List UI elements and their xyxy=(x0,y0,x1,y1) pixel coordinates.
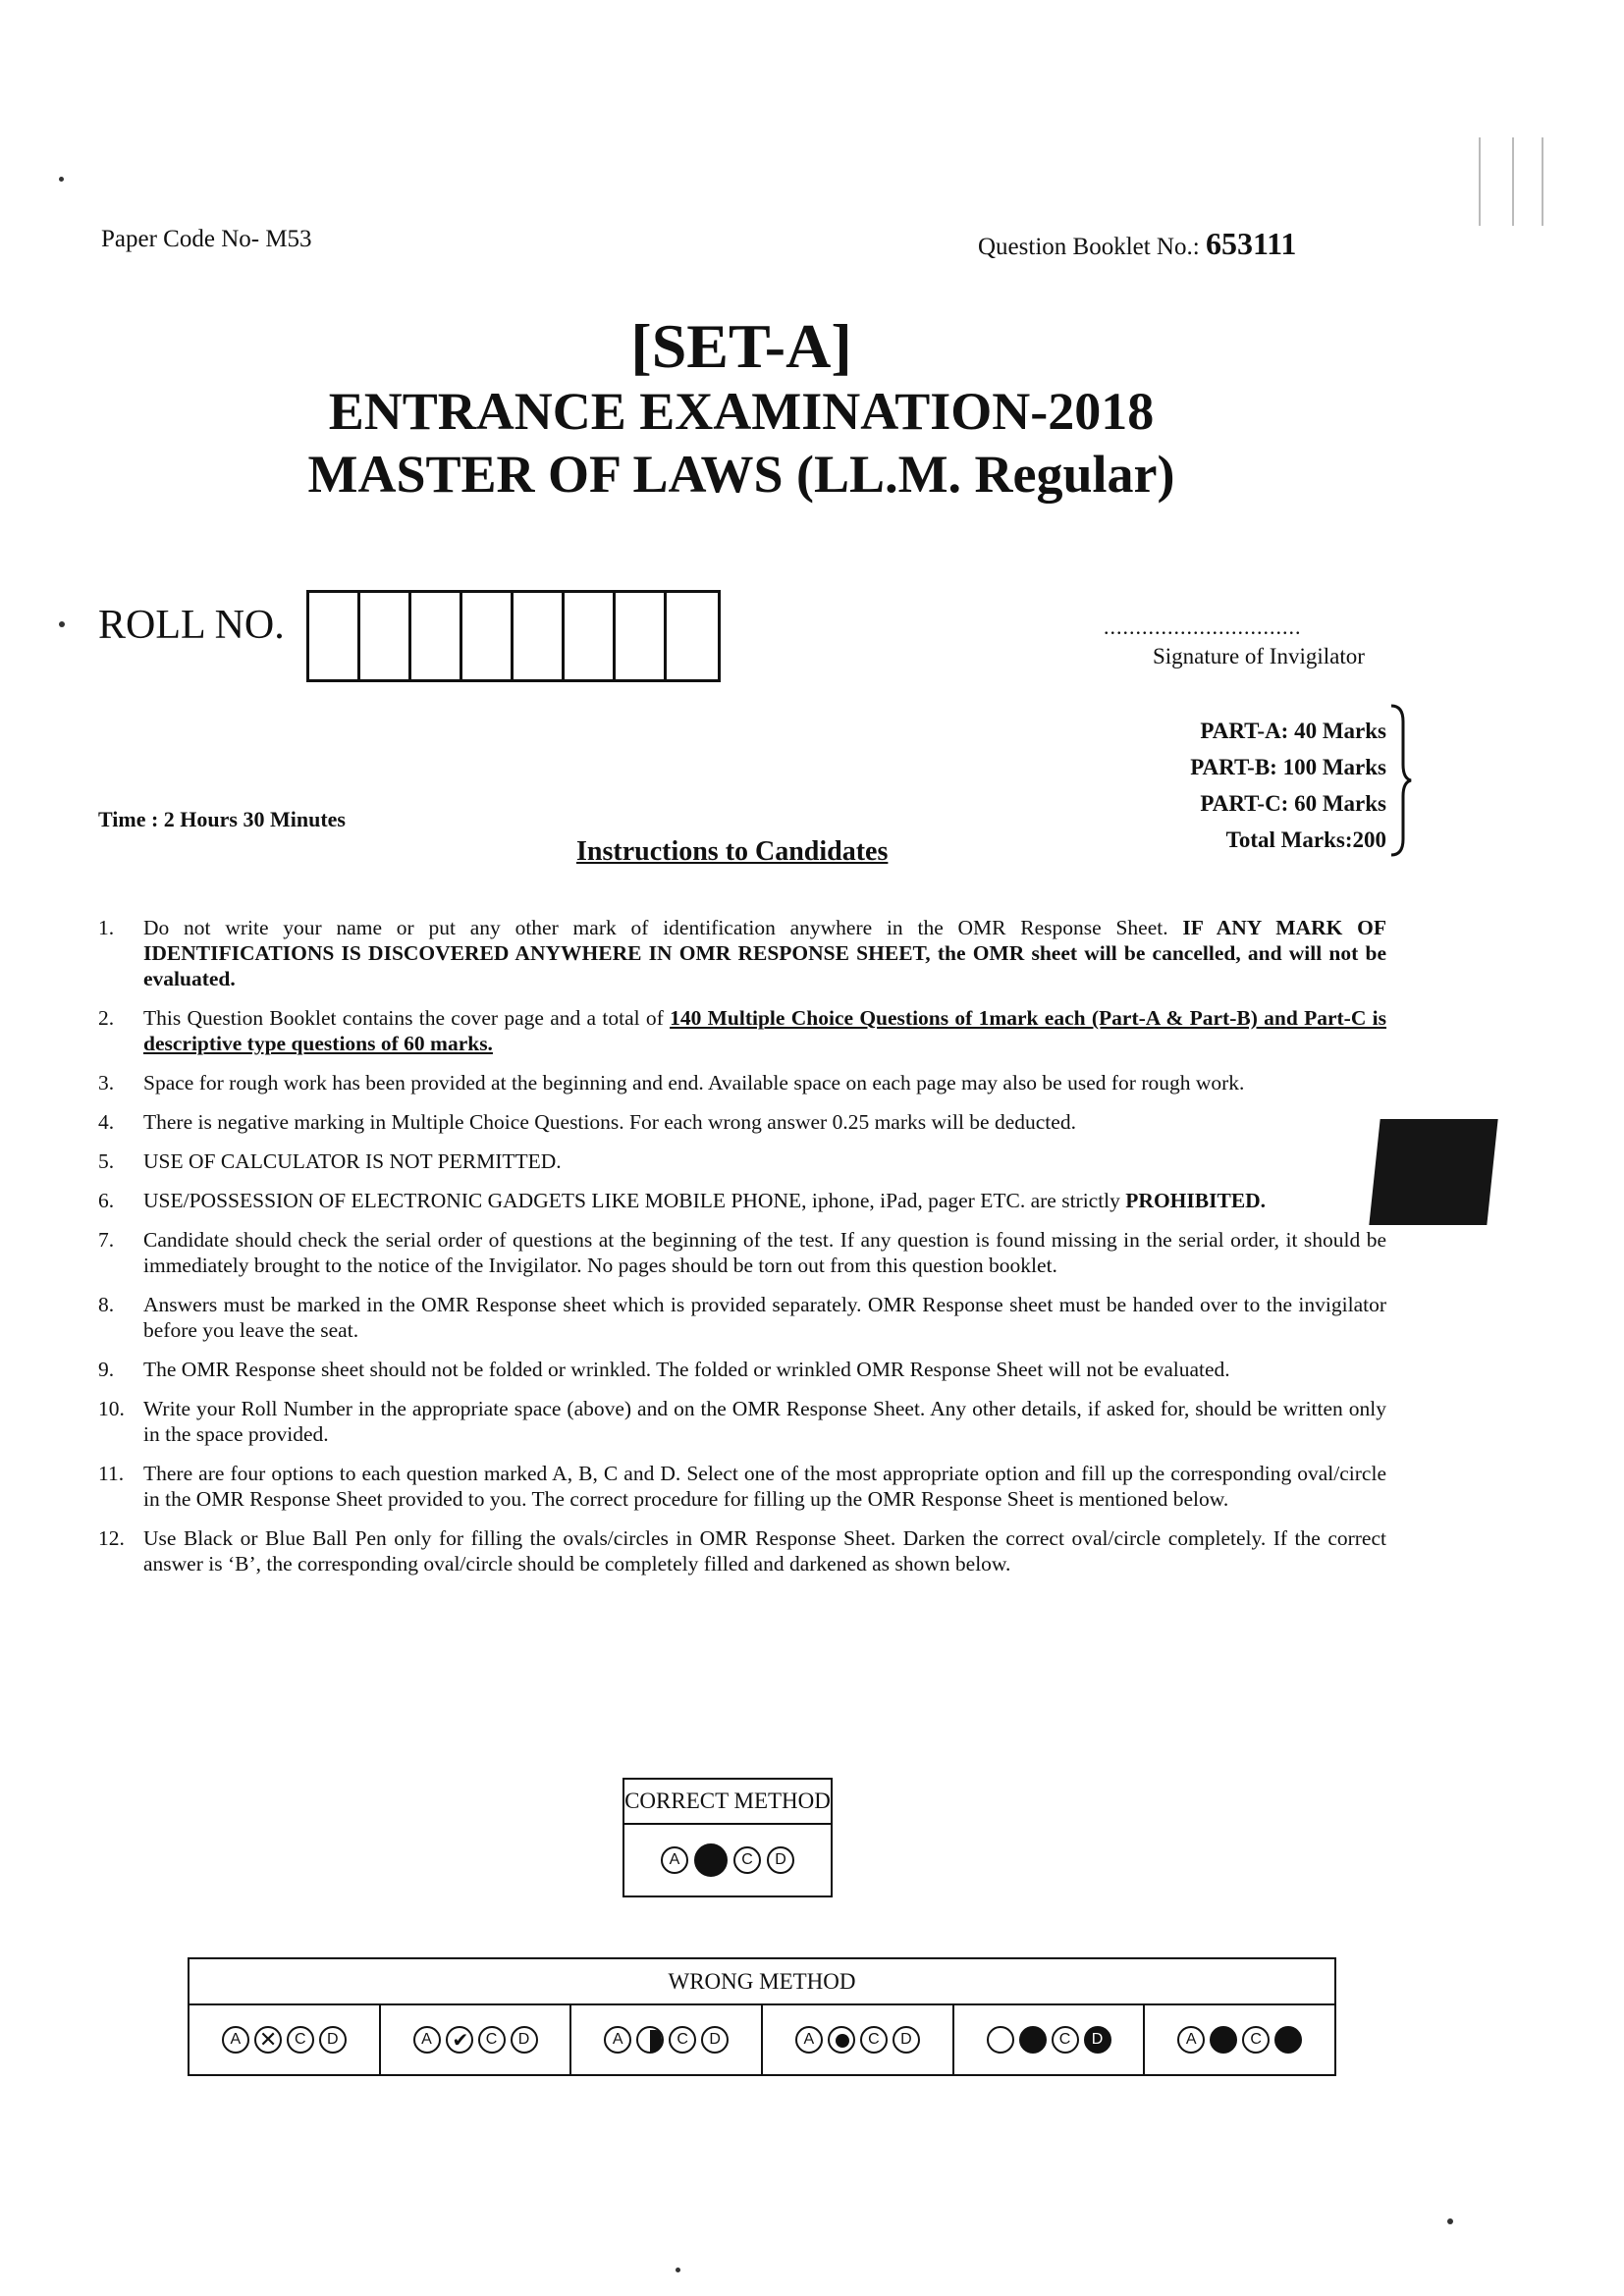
marks-part-c: PART-C: 60 Marks xyxy=(1200,791,1386,816)
bubble-b-ticked xyxy=(446,2026,473,2054)
exam-duration: Time : 2 Hours 30 Minutes xyxy=(98,807,346,831)
item-number: 7. xyxy=(98,1228,115,1252)
roll-digit-box xyxy=(462,593,514,679)
wrong-example-double xyxy=(1145,2005,1334,2074)
bubble-d: D xyxy=(319,2026,347,2054)
bubble-b-half-filled xyxy=(636,2026,664,2054)
correct-method-box xyxy=(623,1778,833,1897)
bubble-b-dotted xyxy=(828,2026,855,2054)
item-text: There are four options to each question marked A, B, C and D. Select one of the most appropriate option and fill up the corresponding oval/circle in the OMR Response Sheet provided to you. The correct procedure for filling up the OMR Response Sheet is mentioned below. xyxy=(143,1462,1386,1511)
bubble-c: C xyxy=(478,2026,506,2054)
item-text: Space for rough work has been provided at the beginning and end. Available space on each page may also be used for rough work. xyxy=(143,1071,1245,1095)
marks-breakdown xyxy=(1139,713,1386,858)
correct-method-title: CORRECT METHOD xyxy=(624,1780,831,1825)
wrong-example-multiple xyxy=(954,2005,1146,2074)
signature-label: Signature of Invigilator xyxy=(1153,644,1365,668)
item-number: 8. xyxy=(98,1293,115,1316)
item-text: Do not write your name or put any other mark of identification anywhere in the OMR Response Sheet. xyxy=(143,916,1168,939)
list-item xyxy=(98,1070,1386,1095)
item-text-bold: 140 Multiple Choice Questions of 1mark each (Part-A & Part-B) and Part-C is descriptive type questions of 60 marks. xyxy=(143,1006,1387,1055)
roll-digit-box xyxy=(667,593,718,679)
item-number: 3. xyxy=(98,1071,115,1095)
wrong-example-half xyxy=(571,2005,763,2074)
item-text-bold: PROHIBITED. xyxy=(1125,1189,1267,1212)
wrong-method-title: WRONG METHOD xyxy=(189,1959,1334,2005)
bubble-b-crossed xyxy=(254,2026,282,2054)
item-number: 10. xyxy=(98,1397,125,1420)
roll-digit-box xyxy=(411,593,462,679)
item-text: Write your Roll Number in the appropriate space (above) and on the OMR Response Sheet. Any other details, if asked for, should be written only in the space provided. xyxy=(143,1397,1386,1446)
item-text: USE OF CALCULATOR IS NOT PERMITTED. xyxy=(143,1149,562,1173)
item-text: Candidate should check the serial order of questions at the beginning of the test. If any question is found missing in the serial order, it should be immediately brought to the notice of the Invigilator. No pages should be torn out from this question booklet. xyxy=(143,1228,1386,1277)
bubble-c: C xyxy=(860,2026,888,2054)
item-text: The OMR Response sheet should not be folded or wrinkled. The folded or wrinkled OMR Response Sheet will not be evaluated. xyxy=(143,1358,1230,1381)
wrong-method-box xyxy=(188,1957,1336,2076)
item-number: 12. xyxy=(98,1526,125,1550)
list-item xyxy=(98,1188,1386,1213)
item-number: 2. xyxy=(98,1006,115,1030)
roll-number-label: ROLL NO. xyxy=(98,603,285,648)
list-item xyxy=(98,1109,1386,1135)
booklet-number-value: 653111 xyxy=(1205,226,1297,261)
bubble-c: C xyxy=(287,2026,314,2054)
item-text: Use Black or Blue Ball Pen only for filling the ovals/circles in OMR Response Sheet. Darken the correct oval/circle completely. If the correct answer is ‘B’, the corresponding oval/circle should be completely filled and darkened as shown below. xyxy=(143,1526,1386,1575)
wrong-method-examples xyxy=(189,2005,1334,2074)
instructions-title: Instructions to Candidates xyxy=(576,836,889,867)
bubble-d: D xyxy=(511,2026,538,2054)
exam-title: ENTRANCE EXAMINATION-2018 xyxy=(328,382,1155,441)
scan-artifact xyxy=(1447,2218,1453,2224)
roll-digit-box xyxy=(360,593,411,679)
bubble-a: A xyxy=(661,1846,688,1874)
item-text: This Question Booklet contains the cover page and a total of xyxy=(143,1006,664,1030)
marks-part-a: PART-A: 40 Marks xyxy=(1200,719,1386,743)
bubble-b-filled xyxy=(1019,2026,1047,2054)
scan-artifact xyxy=(676,2268,680,2272)
bubble-d-filled: D xyxy=(1084,2026,1111,2054)
wrong-example-tick xyxy=(381,2005,572,2074)
item-text: USE/POSSESSION OF ELECTRONIC GADGETS LIKE MOBILE PHONE, iphone, iPad, pager ETC. are strictly xyxy=(143,1189,1120,1212)
bubble-b-filled xyxy=(694,1843,728,1877)
bubble-c: C xyxy=(669,2026,696,2054)
correct-method-bubbles xyxy=(624,1825,831,1896)
scan-artifact xyxy=(59,177,64,182)
list-item xyxy=(98,915,1386,991)
bubble-a: A xyxy=(795,2026,823,2054)
item-text: There is negative marking in Multiple Choice Questions. For each wrong answer 0.25 marks will be deducted. xyxy=(143,1110,1076,1134)
set-label: [SET-A] xyxy=(630,311,852,381)
signature-line: ............................... xyxy=(1104,614,1302,639)
item-text-bold: IF ANY MARK OF IDENTIFICATIONS IS DISCOVERED ANYWHERE IN OMR RESPONSE SHEET, the OMR sheet will be cancelled, and will not be evaluated. xyxy=(143,916,1386,990)
item-number: 6. xyxy=(98,1189,115,1212)
booklet-number xyxy=(978,226,1296,262)
scan-artifact xyxy=(1369,1119,1497,1225)
marks-part-b: PART-B: 100 Marks xyxy=(1190,755,1386,779)
scan-artifact xyxy=(59,621,65,627)
roll-digit-box xyxy=(565,593,616,679)
marks-total: Total Marks:200 xyxy=(1225,828,1386,852)
item-number: 9. xyxy=(98,1358,115,1381)
bubble-a: A xyxy=(604,2026,631,2054)
bubble-d: D xyxy=(767,1846,794,1874)
bubble-d: D xyxy=(701,2026,729,2054)
marks-brace xyxy=(1389,702,1413,859)
list-item xyxy=(98,1292,1386,1343)
roll-digit-box xyxy=(616,593,667,679)
list-item xyxy=(98,1227,1386,1278)
scan-artifact xyxy=(1512,137,1514,226)
item-number: 11. xyxy=(98,1462,125,1485)
bubble-d-filled xyxy=(1274,2026,1302,2054)
roll-digit-box xyxy=(309,593,360,679)
roll-digit-box xyxy=(514,593,565,679)
list-item xyxy=(98,1525,1386,1576)
item-number: 4. xyxy=(98,1110,115,1134)
item-text: Answers must be marked in the OMR Response sheet which is provided separately. OMR Response sheet must be handed over to the invigilator before you leave the seat. xyxy=(143,1293,1386,1342)
wrong-example-cross xyxy=(189,2005,381,2074)
item-number: 1. xyxy=(98,916,115,939)
bubble-c: C xyxy=(733,1846,761,1874)
list-item xyxy=(98,1005,1386,1056)
roll-number-boxes xyxy=(306,590,721,682)
scan-artifact xyxy=(1479,137,1481,226)
bubble-a: A xyxy=(1177,2026,1205,2054)
list-item xyxy=(98,1357,1386,1382)
booklet-label: Question Booklet No.: xyxy=(978,234,1200,260)
bubble-a: A xyxy=(413,2026,441,2054)
bubble-c: C xyxy=(1242,2026,1270,2054)
scan-artifact xyxy=(1542,137,1543,226)
degree-title: MASTER OF LAWS (LL.M. Regular) xyxy=(307,445,1175,504)
bubble-b-filled xyxy=(1210,2026,1237,2054)
instructions-list xyxy=(98,915,1386,1590)
item-number: 5. xyxy=(98,1149,115,1173)
bubble-d: D xyxy=(893,2026,920,2054)
bubble-a-empty xyxy=(987,2026,1014,2054)
list-item xyxy=(98,1148,1386,1174)
wrong-example-dot xyxy=(763,2005,954,2074)
list-item xyxy=(98,1396,1386,1447)
list-item xyxy=(98,1461,1386,1512)
bubble-a: A xyxy=(222,2026,249,2054)
paper-code: Paper Code No- M53 xyxy=(101,226,312,252)
bubble-c: C xyxy=(1052,2026,1079,2054)
